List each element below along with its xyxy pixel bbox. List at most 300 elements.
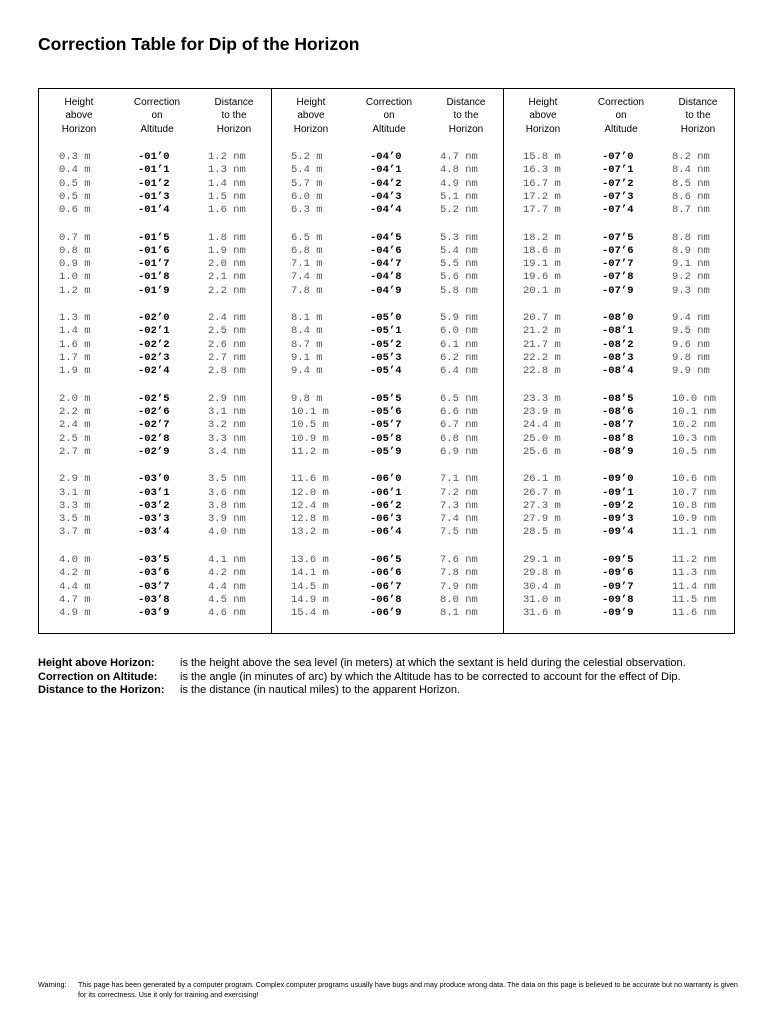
header-line: Distance [446, 97, 486, 108]
height-value: 19.1 m [523, 258, 561, 271]
distance-value: 5.5 nm [440, 258, 478, 271]
correction-value: -01’2 [138, 177, 170, 190]
distance-value: 6.5 nm [440, 392, 478, 405]
height-value: 0.4 m [59, 164, 91, 177]
table-row [271, 473, 503, 486]
distance-value: 9.5 nm [672, 325, 710, 338]
correction-value: -07’1 [602, 164, 634, 177]
correction-value: -04’8 [370, 271, 402, 284]
correction-value: -05’0 [370, 312, 402, 325]
table-row [503, 245, 735, 258]
table-row [39, 607, 271, 620]
table-row [503, 500, 735, 513]
correction-value: -04’7 [370, 258, 402, 271]
correction-value: -09’2 [602, 499, 634, 512]
column-group [271, 89, 503, 633]
distance-value: 10.8 nm [672, 499, 717, 512]
height-value: 18.2 m [523, 231, 561, 244]
table-row [271, 433, 503, 446]
distance-value: 5.6 nm [440, 271, 478, 284]
distance-value: 3.4 nm [208, 445, 246, 458]
distance-value: 5.8 nm [440, 284, 478, 297]
distance-value: 6.0 nm [440, 325, 478, 338]
correction-value: -01’1 [138, 164, 170, 177]
legend-definition: is the angle (in minutes of arc) by which the Altitude has to be corrected to account for the effect of Dip. [180, 670, 681, 683]
distance-value: 9.9 nm [672, 365, 710, 378]
correction-value: -09’4 [602, 526, 634, 539]
correction-value: -08’1 [602, 325, 634, 338]
header-line: Correction [365, 97, 413, 108]
height-value: 0.6 m [59, 204, 91, 216]
distance-value: 6.9 nm [440, 445, 478, 458]
distance-value: 4.2 nm [208, 567, 246, 580]
table-row [39, 473, 271, 486]
table-row [503, 285, 735, 298]
header-line: above [65, 110, 93, 122]
height-value: 12.4 m [291, 499, 329, 512]
header-line: on [151, 110, 163, 122]
height-value: 31.0 m [523, 593, 561, 606]
table-row [39, 325, 271, 338]
table-row [271, 554, 503, 567]
table-row [39, 312, 271, 325]
height-value: 20.7 m [523, 312, 561, 325]
table-row [39, 271, 271, 284]
distance-value: 3.9 nm [208, 513, 246, 526]
distance-value: 5.2 nm [440, 204, 478, 216]
table-row [503, 232, 735, 245]
table-row [39, 191, 271, 204]
header-line: Horizon [680, 123, 716, 135]
row-block [503, 232, 735, 298]
distance-value: 8.2 nm [672, 151, 710, 163]
table-row [271, 500, 503, 513]
table-row [39, 393, 271, 406]
distance-value: 5.9 nm [440, 312, 478, 325]
distance-value: 10.6 nm [672, 473, 717, 486]
correction-value: -06’6 [370, 567, 402, 580]
distance-value: 2.7 nm [208, 351, 246, 364]
row-block [271, 312, 503, 378]
height-value: 1.9 m [59, 365, 91, 378]
height-value: 3.7 m [59, 526, 91, 539]
table-row [503, 325, 735, 338]
table-row [271, 526, 503, 539]
correction-value: -09’6 [602, 567, 634, 580]
distance-value: 1.3 nm [208, 164, 246, 177]
height-header [271, 96, 351, 136]
distance-value: 7.1 nm [440, 473, 478, 486]
correction-value: -01’4 [138, 204, 170, 216]
height-value: 9.4 m [291, 365, 323, 378]
correction-value: -08’7 [602, 419, 634, 432]
distance-value: 9.8 nm [672, 351, 710, 364]
height-value: 4.9 m [59, 607, 91, 619]
height-value: 24.4 m [523, 419, 561, 432]
distance-value: 9.1 nm [672, 258, 710, 271]
header-line: above [297, 110, 325, 122]
table-row [271, 312, 503, 325]
correction-value: -05’6 [370, 406, 402, 419]
legend-term: Height above Horizon: [38, 657, 155, 669]
distance-value: 1.5 nm [208, 190, 246, 203]
table-row [39, 339, 271, 352]
height-value: 15.8 m [523, 151, 561, 163]
distance-value: 11.6 nm [672, 607, 717, 619]
height-value: 10.9 m [291, 432, 329, 445]
distance-value: 11.3 nm [672, 567, 717, 580]
table-row [39, 232, 271, 245]
table-row [271, 607, 503, 620]
table-row [39, 352, 271, 365]
height-header [39, 96, 119, 136]
correction-value: -07’8 [602, 271, 634, 284]
table-row [503, 393, 735, 406]
distance-value: 10.0 nm [672, 392, 717, 405]
correction-value: -03’2 [138, 499, 170, 512]
height-value: 13.2 m [291, 526, 329, 539]
header-line: Height [296, 97, 326, 108]
table-row [271, 204, 503, 217]
header-line: on [615, 110, 627, 122]
row-block [39, 312, 271, 378]
correction-value: -07’3 [602, 190, 634, 203]
distance-value: 6.6 nm [440, 406, 478, 419]
distance-header [426, 96, 506, 136]
table-row [271, 446, 503, 459]
correction-value: -05’2 [370, 338, 402, 351]
distance-value: 4.8 nm [440, 164, 478, 177]
distance-value: 2.6 nm [208, 338, 246, 351]
height-value: 3.3 m [59, 499, 91, 512]
distance-value: 10.3 nm [672, 432, 717, 445]
correction-value: -09’0 [602, 473, 634, 486]
distance-value: 2.4 nm [208, 312, 246, 325]
height-value: 0.9 m [59, 258, 91, 271]
distance-value: 8.5 nm [672, 177, 710, 190]
distance-value: 5.4 nm [440, 244, 478, 257]
distance-value: 3.2 nm [208, 419, 246, 432]
correction-value: -05’1 [370, 325, 402, 338]
table-row [503, 365, 735, 378]
distance-value: 2.0 nm [208, 258, 246, 271]
header-line: to the [685, 110, 711, 122]
height-value: 30.4 m [523, 580, 561, 593]
distance-value: 8.6 nm [672, 190, 710, 203]
correction-value: -04’2 [370, 177, 402, 190]
table-row [271, 285, 503, 298]
table-row [503, 567, 735, 580]
header-line: Correction [597, 97, 645, 108]
correction-value: -01’8 [138, 271, 170, 284]
distance-value: 11.5 nm [672, 593, 717, 606]
distance-value: 11.2 nm [672, 554, 717, 566]
row-block [271, 232, 503, 298]
correction-value: -04’3 [370, 190, 402, 203]
table-row [503, 271, 735, 284]
height-value: 27.9 m [523, 513, 561, 526]
height-value: 5.7 m [291, 177, 323, 190]
header-line: Distance [214, 97, 254, 108]
correction-value: -02’4 [138, 365, 170, 378]
correction-value: -05’3 [370, 351, 402, 364]
distance-value: 1.9 nm [208, 244, 246, 257]
correction-header [581, 96, 661, 136]
header-line: Horizon [216, 123, 252, 135]
distance-value: 10.9 nm [672, 513, 717, 526]
header-line: on [383, 110, 395, 122]
height-value: 6.5 m [291, 231, 323, 244]
distance-value: 10.7 nm [672, 486, 717, 499]
height-value: 10.5 m [291, 419, 329, 432]
height-value: 29.8 m [523, 567, 561, 580]
row-block [39, 473, 271, 539]
height-value: 12.8 m [291, 513, 329, 526]
table-row [503, 406, 735, 419]
correction-value: -05’9 [370, 445, 402, 458]
correction-value: -01’9 [138, 284, 170, 297]
distance-value: 5.1 nm [440, 190, 478, 203]
distance-value: 7.5 nm [440, 526, 478, 539]
table-row [271, 419, 503, 432]
table-row [503, 433, 735, 446]
row-block [39, 393, 271, 459]
table-row [503, 419, 735, 432]
legend-term: Distance to the Horizon: [38, 684, 165, 696]
height-value: 9.8 m [291, 392, 323, 405]
distance-value: 1.6 nm [208, 204, 246, 216]
distance-value: 7.4 nm [440, 513, 478, 526]
correction-value: -09’9 [602, 607, 634, 619]
header-line: Altitude [372, 123, 406, 135]
height-value: 21.2 m [523, 325, 561, 338]
height-value: 2.7 m [59, 445, 91, 458]
correction-value: -08’5 [602, 392, 634, 405]
distance-value: 8.9 nm [672, 244, 710, 257]
correction-value: -04’4 [370, 204, 402, 216]
table-row [271, 151, 503, 164]
height-value: 2.0 m [59, 392, 91, 405]
table-row [503, 473, 735, 486]
distance-value: 8.0 nm [440, 593, 478, 606]
correction-value: -03’8 [138, 593, 170, 606]
correction-value: -06’3 [370, 513, 402, 526]
table-row [503, 607, 735, 620]
height-value: 8.1 m [291, 312, 323, 325]
table-row [39, 178, 271, 191]
table-row [271, 393, 503, 406]
height-value: 4.2 m [59, 567, 91, 580]
table-row [503, 151, 735, 164]
table-row [271, 245, 503, 258]
height-value: 1.6 m [59, 338, 91, 351]
table-row [271, 365, 503, 378]
distance-value: 2.9 nm [208, 392, 246, 405]
distance-value: 4.5 nm [208, 593, 246, 606]
distance-value: 6.4 nm [440, 365, 478, 378]
correction-value: -02’8 [138, 432, 170, 445]
correction-value: -09’3 [602, 513, 634, 526]
correction-value: -08’8 [602, 432, 634, 445]
correction-value: -07’6 [602, 244, 634, 257]
table-row [39, 567, 271, 580]
distance-value: 10.5 nm [672, 445, 717, 458]
correction-value: -06’8 [370, 593, 402, 606]
distance-value: 3.3 nm [208, 432, 246, 445]
correction-value: -08’2 [602, 338, 634, 351]
correction-value: -02’1 [138, 325, 170, 338]
table-row [503, 164, 735, 177]
header-line: Distance [678, 97, 718, 108]
distance-value: 4.0 nm [208, 526, 246, 539]
row-block [271, 473, 503, 539]
height-value: 26.1 m [523, 473, 561, 486]
distance-value: 10.2 nm [672, 419, 717, 432]
table-row [39, 446, 271, 459]
row-block [503, 312, 735, 378]
correction-value: -02’9 [138, 445, 170, 458]
column-group [503, 89, 735, 633]
row-block [503, 151, 735, 217]
correction-value: -07’0 [602, 151, 634, 163]
distance-value: 6.7 nm [440, 419, 478, 432]
correction-value: -03’1 [138, 486, 170, 499]
header-line: Horizon [61, 123, 97, 135]
table-row [271, 164, 503, 177]
table-row [503, 487, 735, 500]
correction-value: -02’3 [138, 351, 170, 364]
height-value: 4.0 m [59, 554, 91, 566]
correction-value: -08’4 [602, 365, 634, 378]
correction-value: -02’5 [138, 392, 170, 405]
height-value: 19.6 m [523, 271, 561, 284]
row-block [39, 554, 271, 620]
height-value: 0.5 m [59, 190, 91, 203]
table-row [503, 554, 735, 567]
header-line: Altitude [140, 123, 174, 135]
distance-value: 8.4 nm [672, 164, 710, 177]
table-row [39, 419, 271, 432]
row-block [271, 151, 503, 217]
height-value: 2.9 m [59, 473, 91, 486]
table-row [39, 594, 271, 607]
correction-value: -06’7 [370, 580, 402, 593]
distance-value: 9.6 nm [672, 338, 710, 351]
height-value: 0.7 m [59, 231, 91, 244]
correction-header [349, 96, 429, 136]
distance-value: 3.6 nm [208, 486, 246, 499]
distance-value: 4.1 nm [208, 554, 246, 566]
table-row [271, 271, 503, 284]
height-header [503, 96, 583, 136]
height-value: 23.3 m [523, 392, 561, 405]
table-row [39, 433, 271, 446]
distance-value: 8.8 nm [672, 231, 710, 244]
table-row [271, 339, 503, 352]
correction-value: -03’4 [138, 526, 170, 539]
height-value: 1.0 m [59, 271, 91, 284]
correction-value: -08’0 [602, 312, 634, 325]
distance-value: 1.4 nm [208, 177, 246, 190]
header-line: Horizon [293, 123, 329, 135]
height-value: 16.3 m [523, 164, 561, 177]
height-value: 1.7 m [59, 351, 91, 364]
correction-value: -03’3 [138, 513, 170, 526]
distance-value: 11.1 nm [672, 526, 717, 539]
correction-header [117, 96, 197, 136]
table-row [503, 352, 735, 365]
table-row [271, 178, 503, 191]
height-value: 13.6 m [291, 554, 329, 566]
table-row [503, 312, 735, 325]
header-line: to the [221, 110, 247, 122]
height-value: 0.3 m [59, 151, 91, 163]
height-value: 21.7 m [523, 338, 561, 351]
distance-value: 2.8 nm [208, 365, 246, 378]
distance-value: 2.2 nm [208, 284, 246, 297]
dip-correction-table [38, 88, 735, 634]
height-value: 2.4 m [59, 419, 91, 432]
table-row [503, 258, 735, 271]
distance-value: 6.8 nm [440, 432, 478, 445]
correction-value: -03’9 [138, 607, 170, 619]
height-value: 6.0 m [291, 190, 323, 203]
correction-value: -06’4 [370, 526, 402, 539]
height-value: 4.7 m [59, 593, 91, 606]
height-value: 17.2 m [523, 190, 561, 203]
height-value: 29.1 m [523, 554, 561, 566]
distance-value: 6.1 nm [440, 338, 478, 351]
distance-value: 4.7 nm [440, 151, 478, 163]
correction-value: -02’0 [138, 312, 170, 325]
legend-definition: is the height above the sea level (in meters) at which the sextant is held during the celestial observation. [180, 657, 686, 669]
distance-value: 9.3 nm [672, 284, 710, 297]
correction-value: -09’8 [602, 593, 634, 606]
row-block [39, 151, 271, 217]
height-value: 25.6 m [523, 445, 561, 458]
correction-value: -08’3 [602, 351, 634, 364]
correction-value: -02’6 [138, 406, 170, 419]
correction-value: -07’2 [602, 177, 634, 190]
distance-header [194, 96, 274, 136]
header-line: Horizon [448, 123, 484, 135]
header-line: Horizon [525, 123, 561, 135]
height-value: 28.5 m [523, 526, 561, 539]
correction-value: -09’1 [602, 486, 634, 499]
correction-value: -01’5 [138, 231, 170, 244]
table-row [503, 339, 735, 352]
correction-value: -03’6 [138, 567, 170, 580]
distance-value: 7.6 nm [440, 554, 478, 566]
height-value: 6.8 m [291, 244, 323, 257]
table-row [271, 594, 503, 607]
correction-value: -04’1 [370, 164, 402, 177]
distance-value: 3.8 nm [208, 499, 246, 512]
distance-value: 1.8 nm [208, 231, 246, 244]
header-line: Height [528, 97, 558, 108]
correction-value: -09’5 [602, 554, 634, 566]
height-value: 5.4 m [291, 164, 323, 177]
distance-value: 9.4 nm [672, 312, 710, 325]
height-value: 12.0 m [291, 486, 329, 499]
height-value: 22.8 m [523, 365, 561, 378]
table-row [39, 500, 271, 513]
distance-value: 2.5 nm [208, 325, 246, 338]
height-value: 15.4 m [291, 607, 329, 619]
distance-value: 8.7 nm [672, 204, 710, 216]
correction-value: -06’1 [370, 486, 402, 499]
table-row [271, 513, 503, 526]
